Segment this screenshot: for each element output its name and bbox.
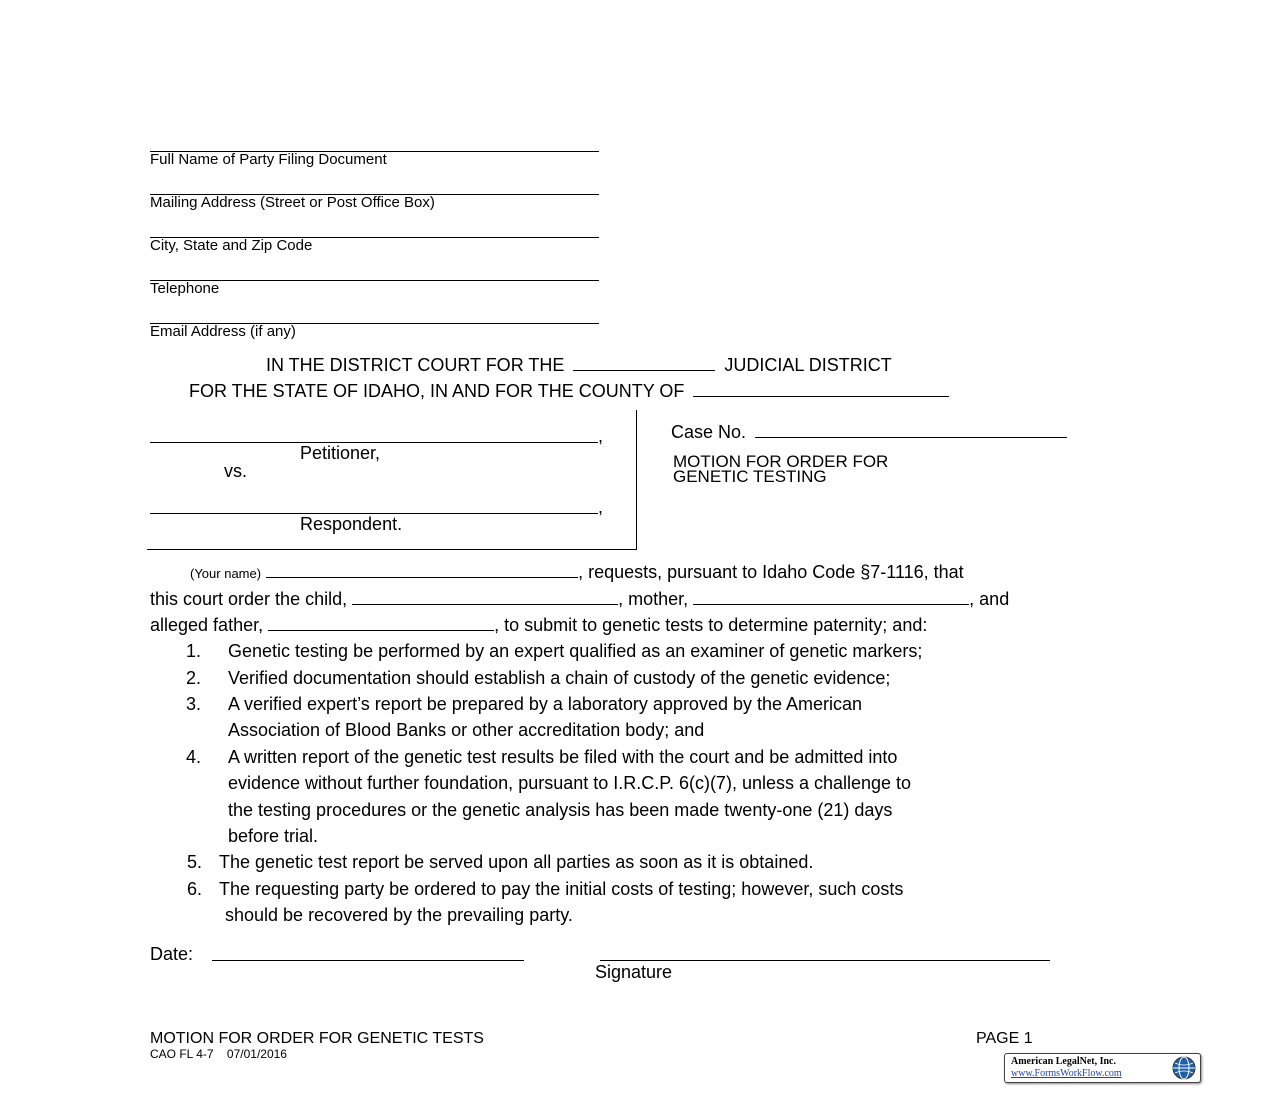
motion-line-1 bbox=[190, 562, 964, 583]
respondent-label: Respondent. bbox=[300, 514, 403, 534]
item-number: 5. bbox=[187, 852, 203, 872]
motion-line-2 bbox=[150, 589, 1009, 610]
petitioner-label: Petitioner, bbox=[300, 443, 381, 463]
petitioner-comma: , bbox=[598, 426, 604, 446]
item-number: 1. bbox=[186, 641, 202, 661]
date-line[interactable] bbox=[212, 960, 524, 961]
item-number: 6. bbox=[187, 879, 203, 899]
and-label: , and bbox=[969, 589, 1010, 609]
county-blank[interactable] bbox=[693, 382, 949, 397]
date-label: Date: bbox=[150, 944, 194, 964]
item-text: should be recovered by the prevailing party. bbox=[225, 905, 573, 925]
court-heading-county: FOR THE STATE OF IDAHO, IN AND FOR THE COUNTY OF bbox=[189, 381, 685, 401]
case-number-label: Case No. bbox=[671, 422, 747, 442]
item-text: Association of Blood Banks or other accreditation body; and bbox=[228, 720, 705, 740]
caption-bottom-rule bbox=[147, 549, 637, 550]
city-label: City, State and Zip Code bbox=[150, 237, 313, 254]
child-label: this court order the child, bbox=[150, 589, 348, 609]
telephone-label: Telephone bbox=[150, 280, 220, 297]
item-text: before trial. bbox=[228, 826, 319, 846]
motion-line-1-text: , requests, pursuant to Idaho Code §7-1116, that bbox=[578, 562, 964, 582]
document-title bbox=[673, 454, 888, 484]
court-heading-before: IN THE DISTRICT COURT FOR THE bbox=[266, 355, 565, 375]
logo-name: American LegalNet, Inc. bbox=[1011, 1056, 1116, 1067]
footer-title: MOTION FOR ORDER FOR GENETIC TESTS bbox=[150, 1030, 484, 1047]
signature-label: Signature bbox=[595, 962, 673, 982]
item-text: Genetic testing be performed by an expert qualified as an examiner of genetic markers; bbox=[228, 641, 923, 661]
your-name-blank[interactable] bbox=[266, 563, 578, 578]
signature-line[interactable] bbox=[600, 960, 1050, 961]
address-label: Mailing Address (Street or Post Office Box) bbox=[150, 194, 435, 211]
mother-label: , mother, bbox=[618, 589, 689, 609]
name-label: Full Name of Party Filing Document bbox=[150, 151, 387, 168]
case-number-blank[interactable] bbox=[755, 423, 1067, 438]
father-blank[interactable] bbox=[268, 616, 494, 631]
footer-page: PAGE 1 bbox=[976, 1030, 1033, 1047]
respondent-comma: , bbox=[598, 497, 604, 517]
logo-url[interactable]: www.FormsWorkFlow.com bbox=[1011, 1068, 1122, 1079]
item-text: A written report of the genetic test results be filed with the court and be admitted into bbox=[228, 747, 898, 767]
item-text: A verified expert’s report be prepared by a laboratory approved by the American bbox=[228, 694, 863, 714]
your-name-hint: (Your name) bbox=[190, 566, 262, 581]
item-text: Verified documentation should establish a chain of custody of the genetic evidence; bbox=[228, 668, 891, 688]
item-text: The genetic test report be served upon all parties as soon as it is obtained. bbox=[219, 852, 814, 872]
item-number: 3. bbox=[186, 694, 202, 714]
motion-line-3 bbox=[150, 615, 927, 636]
vs-label: vs. bbox=[224, 461, 248, 481]
child-blank[interactable] bbox=[352, 590, 618, 605]
mother-blank[interactable] bbox=[693, 590, 969, 605]
case-number bbox=[671, 422, 1067, 443]
caption-divider bbox=[636, 410, 637, 550]
court-heading-after: JUDICIAL DISTRICT bbox=[724, 355, 892, 375]
item-text: The requesting party be ordered to pay the initial costs of testing; however, such costs bbox=[219, 879, 904, 899]
item-text: the testing procedures or the genetic analysis has been made twenty-one (21) days bbox=[228, 800, 893, 820]
father-label: alleged father, bbox=[150, 615, 264, 635]
court-heading-line1 bbox=[266, 355, 892, 376]
footer-code: CAO FL 4-7 07/01/2016 bbox=[150, 1047, 287, 1061]
item-number: 4. bbox=[186, 747, 202, 767]
judicial-district-blank[interactable] bbox=[573, 356, 715, 371]
item-text: evidence without further foundation, pursuant to I.R.C.P. 6(c)(7), unless a challenge to bbox=[228, 773, 912, 793]
document-title-line1: MOTION FOR ORDER FOR bbox=[673, 452, 889, 471]
globe-icon bbox=[1171, 1055, 1197, 1081]
american-legalnet-logo[interactable] bbox=[1004, 1053, 1201, 1083]
court-heading-line2 bbox=[189, 381, 949, 402]
email-label: Email Address (if any) bbox=[150, 323, 296, 340]
document-title-line2: GENETIC TESTING bbox=[673, 467, 827, 486]
motion-line-3-text: , to submit to genetic tests to determine paternity; and: bbox=[494, 615, 928, 635]
item-number: 2. bbox=[186, 668, 202, 688]
